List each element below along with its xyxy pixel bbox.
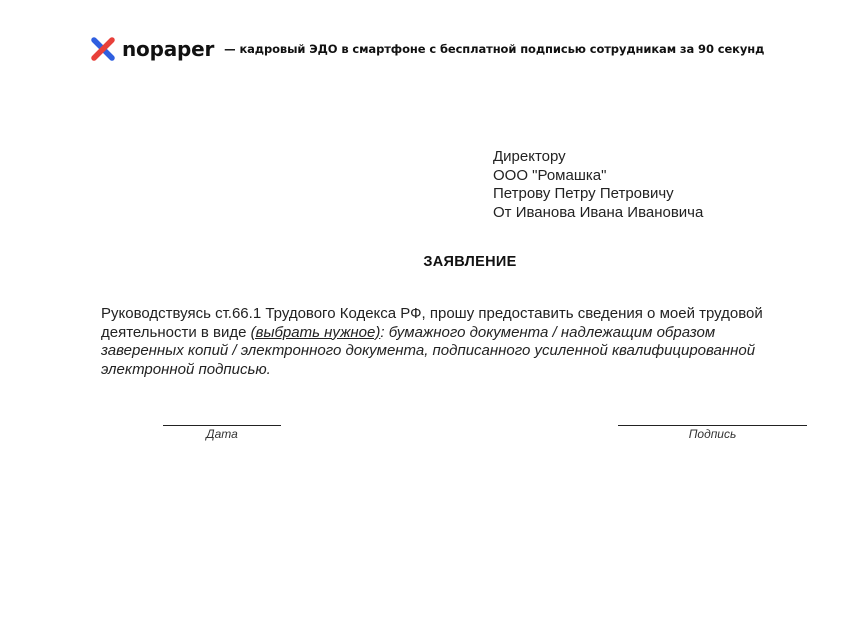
body-colon: : — [380, 323, 389, 341]
logo-text: nopaper — [122, 37, 215, 61]
recipient-block — [493, 148, 703, 222]
recipient-company: ООО "Ромашка" — [493, 166, 607, 184]
body-plain-text: Руководствуясь ст.66.1 Трудового Кодекса РФ, прошу предоставить сведения о моей трудовой деятельности в виде — [101, 305, 763, 341]
recipient-name: Петрову Петру Петровичу — [493, 185, 674, 202]
recipient-position: Директору — [493, 148, 566, 165]
nopaper-logo-icon — [90, 36, 116, 62]
signature-line — [618, 425, 807, 426]
document-body — [101, 305, 801, 379]
date-field — [163, 425, 281, 441]
date-label: Дата — [206, 427, 238, 441]
body-options-text: бумажного документа / надлежащим образом заверенных копий / электронного документа, подписанного усиленной квалифицированной электронной подписью. — [101, 323, 756, 378]
document-title: ЗАЯВЛЕНИЕ — [423, 254, 517, 270]
date-line — [163, 425, 281, 426]
body-choose-hint: (выбрать нужное) — [250, 323, 381, 341]
header-tagline: — кадровый ЭДО в смартфоне с бесплатной подписью сотрудникам за 90 секунд — [224, 42, 765, 56]
signature-field — [618, 425, 807, 441]
sender-name: От Иванова Ивана Ивановича — [493, 203, 704, 221]
signature-label: Подпись — [688, 427, 737, 441]
header — [90, 35, 764, 63]
